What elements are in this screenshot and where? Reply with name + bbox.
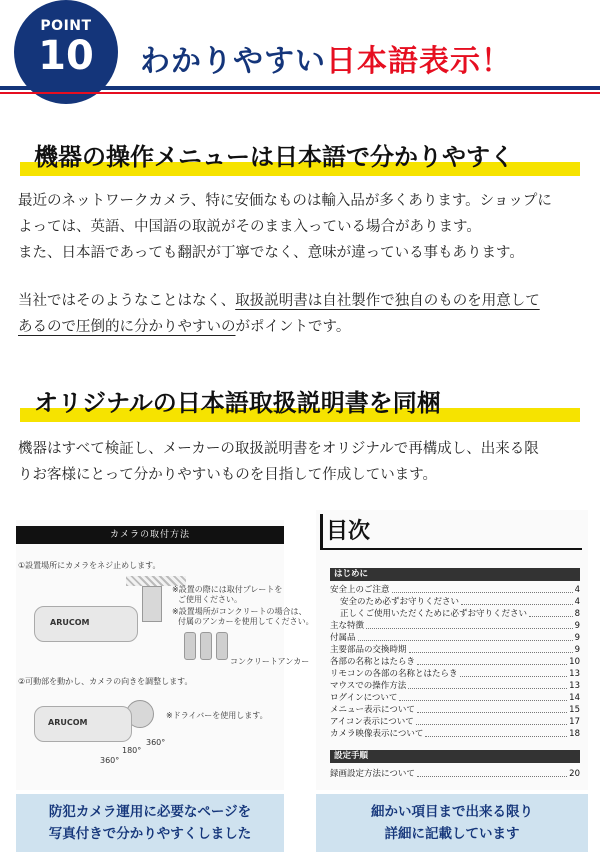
angle-label: 360° [146,738,166,747]
toc-page-number: 17 [569,717,580,727]
toc-entry-title: 録画設定方法について [330,769,415,779]
install-note: 付属のアンカーを使用してください。 [178,617,314,626]
toc-leader [460,676,568,677]
toc-leader [425,736,567,737]
underlined-text: 取扱説明書は自社製作で独自のものを用意して [235,293,540,309]
toc-section-head: 設定手順 [330,750,580,763]
toc-row [330,680,580,691]
toc-row [340,596,580,607]
manual-toc-image [316,510,588,790]
camera-brand: ARUCOM [48,718,88,727]
toc-leader [529,616,573,617]
toc-page-number: 13 [569,669,580,679]
toc-page-number: 14 [569,693,580,703]
toc-row [330,728,580,739]
toc-row [330,692,580,703]
text-line: りお客様にとって分かりやすいものを目指して作成しています。 [18,467,438,483]
toc-row [330,716,580,727]
section2-paragraph [18,436,588,488]
anchor-icon [216,632,228,660]
toc-entry-title: マウスでの操作方法 [330,681,407,691]
toc-entry-title: ログインについて [330,693,398,703]
section1-paragraph1 [18,188,588,266]
toc-page-number: 20 [569,769,580,779]
manual-install-image [16,520,314,790]
toc-row [330,644,580,655]
toc-row [330,668,580,679]
angle-label: 360° [100,756,120,765]
install-step-2: ②可動部を動かし、カメラの向きを調整します。 [18,677,193,686]
toc-page-number: 4 [574,585,580,595]
install-note: ご使用ください。 [178,595,242,604]
toc-entry-title: 各部の名称とはたらき [330,657,416,667]
toc-entry-title: 主な特徴 [330,621,365,631]
toc-section-head: はじめに [330,568,580,581]
toc-row [340,608,580,619]
toc-leader [399,700,567,701]
toc-entry-title: リモコンの各部の名称とはたらき [330,669,458,679]
toc-row [330,632,580,643]
text-line: よっては、英語、中国語の取説がそのまま入っている場合があります。 [18,219,481,235]
toc-row [330,620,580,631]
toc-entry-title: 正しくご使用いただくために必ずお守りください [340,609,528,619]
text-span: がポイントです。 [235,319,351,335]
toc-row [330,584,580,595]
toc-row [330,768,580,779]
toc-leader [416,724,567,725]
manual-title-bar: カメラの取付方法 [16,526,284,544]
install-note: ※設置の際には取付プレートを [172,585,283,594]
toc-page-number: 9 [574,621,580,631]
caption-line: 防犯カメラ運用に必要なページを [48,804,252,820]
toc-entry-title: 主要部品の交換時期 [330,645,407,655]
toc-row [330,656,580,667]
toc-leader [417,664,567,665]
page-title [140,36,512,80]
toc-entry-title: カメラ映像表示について [330,729,424,739]
section2-heading [20,386,580,422]
anchor-icon [184,632,196,660]
toc-leader [461,604,573,605]
toc-page-number: 9 [574,633,580,643]
toc-leader [358,640,573,641]
section1-paragraph2 [18,288,588,340]
text-line: 最近のネットワークカメラ、特に安価なものは輸入品が多くあります。ショップに [18,193,552,209]
toc-leader [392,592,573,593]
toc-page-number: 4 [574,597,580,607]
toc-entry-title: 安全上のご注意 [330,585,390,595]
section2-heading-text: オリジナルの日本語取扱説明書を同梱 [34,389,441,417]
toc-title: 目次 [326,519,371,544]
anchor-icon [200,632,212,660]
caption-line: 詳細に記載しています [384,826,520,842]
toc-leader [366,628,573,629]
text-line: 機器はすべて検証し、メーカーの取扱説明書をオリジナルで再構成し、出来る限 [18,441,539,457]
anchor-label: コンクリートアンカー [230,657,310,666]
toc-entry-title: 付属品 [330,633,356,643]
mount-bracket [142,586,162,622]
point-label: POINT [40,18,92,34]
header-rule-blue [0,86,600,90]
header-rule-red [0,92,600,94]
caption-left [16,794,284,852]
toc-leader [409,652,573,653]
caption-right [316,794,588,852]
toc-entry-title: 安全のため必ずお守りください [340,597,460,607]
toc-entry-title: メニュー表示について [330,705,415,715]
angle-label: 180° [122,746,142,755]
caption-line: 写真付きで分かりやすくしました [48,826,252,842]
toc-page-number: 10 [569,657,580,667]
text-line: また、日本語であっても翻訳が丁寧でなく、意味が違っている事もあります。 [18,245,524,261]
point-number: 10 [38,33,94,79]
toc-page-number: 9 [574,645,580,655]
camera-brand: ARUCOM [50,618,90,627]
toc-leader [417,776,567,777]
install-note: ※設置場所がコンクリートの場合は、 [172,607,307,616]
toc-title-bar [320,514,323,550]
toc-page-number: 13 [569,681,580,691]
title-highlight: 日本語表示！ [326,44,512,79]
text-span: 当社ではそのようなことはなく、 [18,293,236,309]
section1-heading-text: 機器の操作メニューは日本語で分かりやすく [34,143,514,171]
caption-line: 細かい項目まで出来る限り [371,804,533,820]
underlined-text: あるので圧倒的に分かりやすいの [18,319,236,335]
toc-page-number: 8 [574,609,580,619]
title-prefix: わかりやすい [140,44,326,79]
toc-page-number: 18 [569,729,580,739]
toc-leader [417,712,567,713]
toc-row [330,704,580,715]
install-step-1: ①設置場所にカメラをネジ止めします。 [18,561,161,570]
toc-leader [408,688,567,689]
install-note: ※ドライバーを使用します。 [166,711,268,720]
toc-entry-title: アイコン表示について [330,717,414,727]
toc-page-number: 15 [569,705,580,715]
toc-rule [320,548,582,550]
section1-heading [20,140,580,176]
